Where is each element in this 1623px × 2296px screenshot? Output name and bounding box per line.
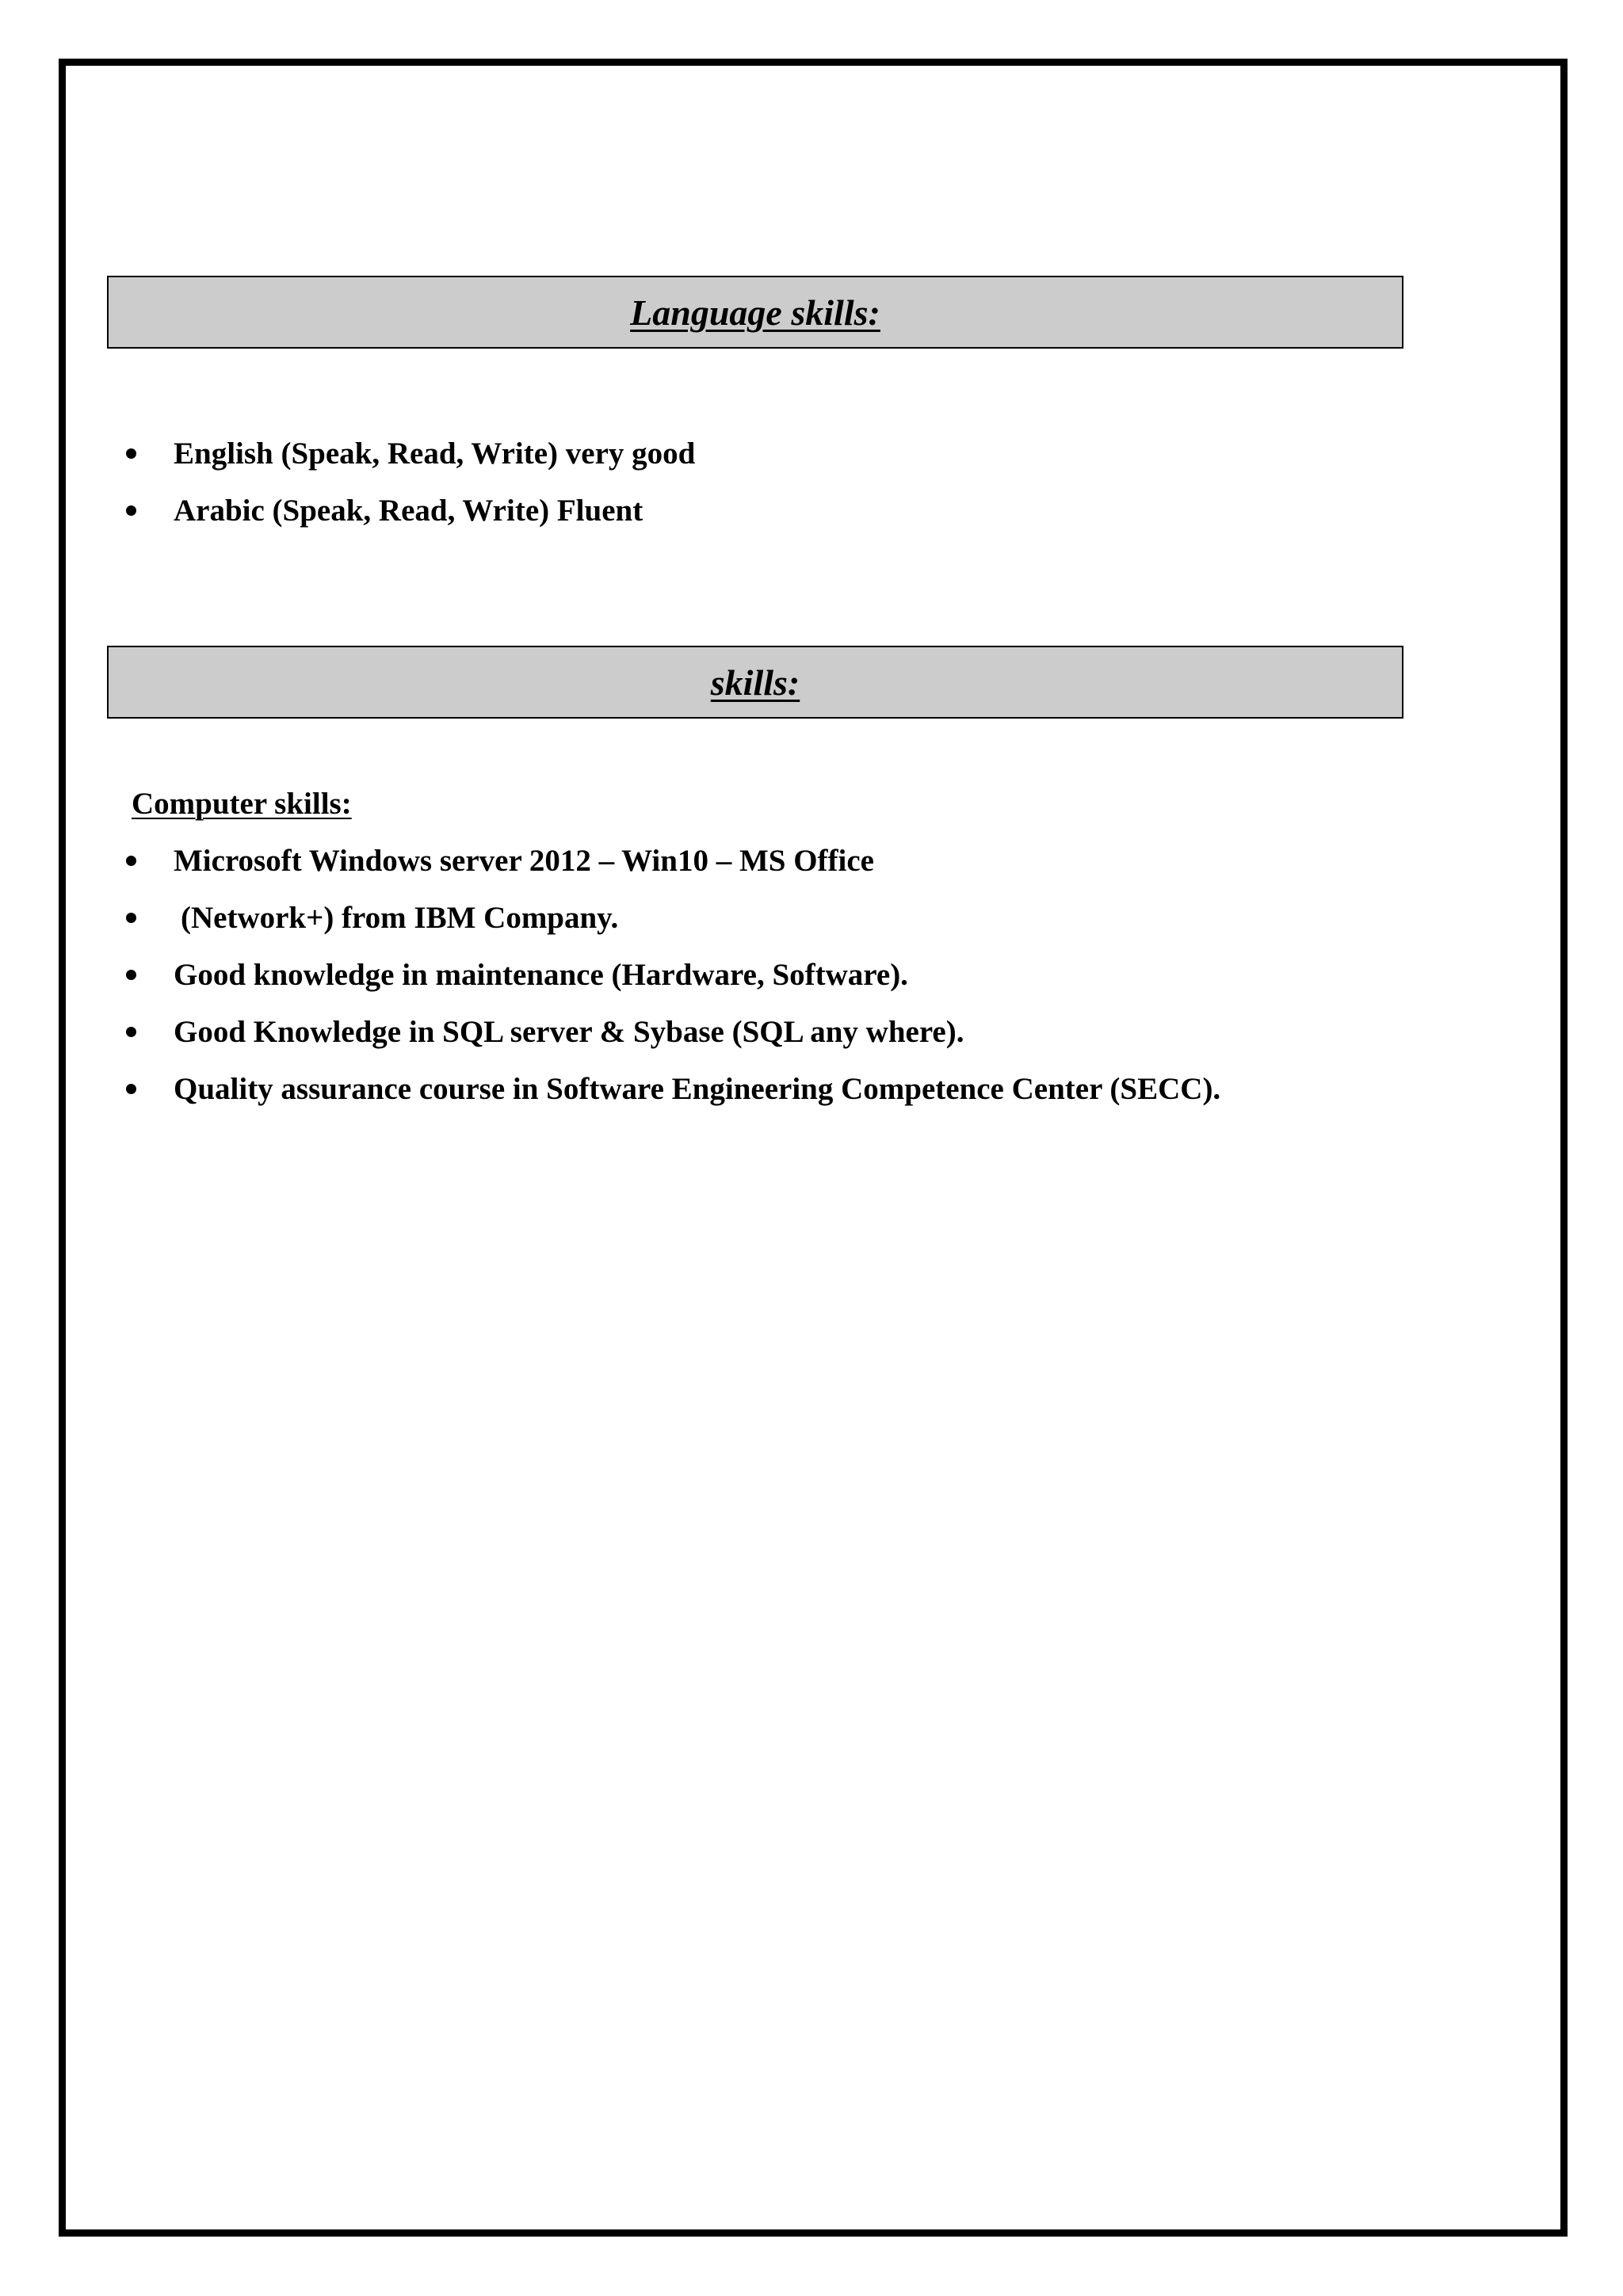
- bullet-icon: [126, 1027, 136, 1037]
- bullet-icon: [126, 856, 136, 866]
- computer-skill-maintenance: Good knowledge in maintenance (Hardware, Software).: [174, 957, 908, 992]
- language-skills-title: Language skills:: [630, 292, 880, 333]
- bullet-icon: [126, 913, 136, 923]
- computer-skill-qa: Quality assurance course in Software Engineering Competence Center (SECC).: [174, 1071, 1221, 1106]
- bullet-icon: [126, 1084, 136, 1094]
- computer-skills-heading: Computer skills:: [132, 787, 352, 821]
- skills-header: [107, 646, 1403, 719]
- language-item-arabic: Arabic (Speak, Read, Write) Fluent: [174, 493, 643, 528]
- page-border: [59, 59, 1568, 2237]
- skills-title: skills:: [710, 662, 800, 703]
- language-skills-header: [107, 276, 1403, 349]
- computer-skill-windows: Microsoft Windows server 2012 – Win10 – MS Office: [174, 843, 874, 878]
- bullet-icon: [126, 505, 136, 516]
- bullet-icon: [126, 970, 136, 980]
- computer-skill-sql: Good Knowledge in SQL server & Sybase (SQL any where).: [174, 1014, 964, 1049]
- bullet-icon: [126, 448, 136, 459]
- computer-skill-network: (Network+) from IBM Company.: [181, 900, 619, 935]
- language-item-english: English (Speak, Read, Write) very good: [174, 436, 696, 471]
